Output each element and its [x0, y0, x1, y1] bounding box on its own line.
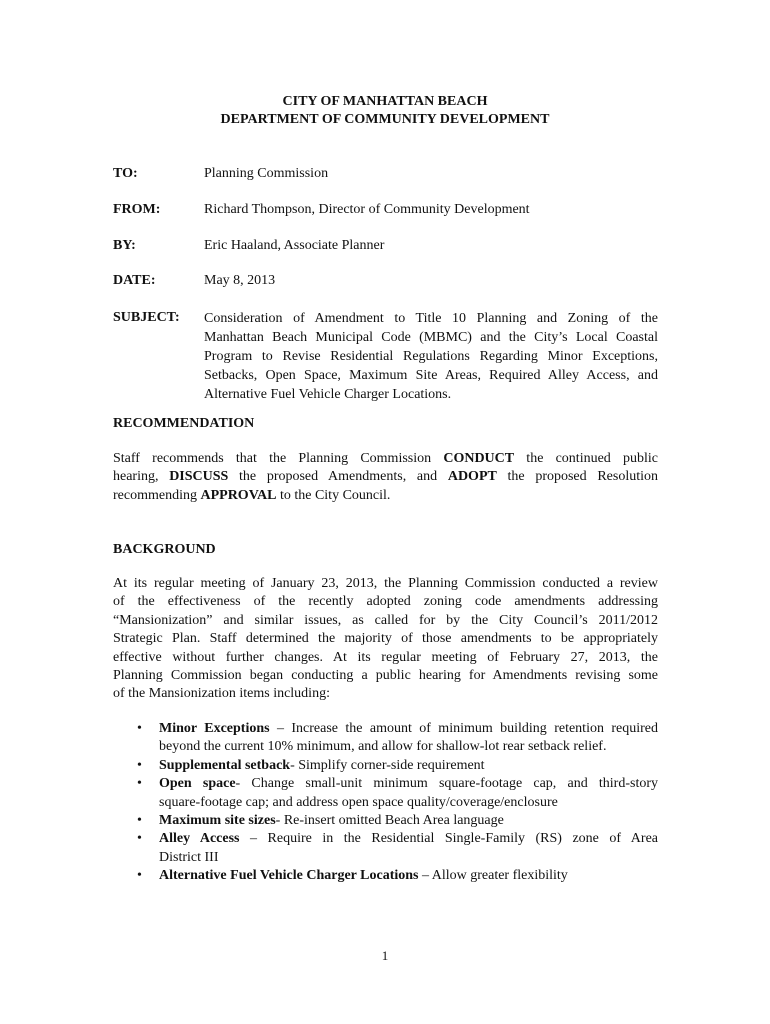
page-number: 1	[381, 948, 389, 963]
subject-label: SUBJECT:	[113, 310, 180, 325]
list-item-title: Supplemental setback	[159, 757, 291, 773]
text-run: Staff recommends that the Planning Commission	[113, 451, 444, 466]
bullet-icon: •	[137, 776, 142, 792]
text-run: the proposed Resolution	[496, 469, 659, 485]
text-run: hearing,	[113, 469, 170, 485]
background-line: of the effectiveness of the recently adopted zoning code amendments addressing	[113, 594, 658, 610]
background-paragraph	[113, 575, 658, 704]
department-title: DEPARTMENT OF COMMUNITY DEVELOPMENT	[220, 112, 550, 127]
text-run: - Simplify corner-side requirement	[290, 757, 485, 773]
list-item-title: Alley Access	[159, 831, 240, 847]
text-run: - Change small-unit minimum square-footage cap, and third-story	[235, 776, 659, 792]
list-item	[113, 812, 658, 830]
list-item-title: Alternative Fuel Vehicle Charger Locations	[159, 868, 419, 884]
background-line: At its regular meeting of January 23, 2013, the Planning Commission conducted a review	[113, 576, 658, 591]
recommendation-line	[113, 487, 658, 505]
bullet-icon: •	[137, 813, 142, 829]
background-line: “Mansionization” and similar issues, as called for by the City Council’s 2011/2012	[113, 612, 658, 628]
text-run: the proposed Amendments, and	[228, 469, 448, 485]
text-run: recommending	[113, 487, 201, 503]
bullet-icon: •	[137, 868, 142, 884]
background-heading: BACKGROUND	[113, 542, 216, 557]
list-item-line	[159, 812, 658, 830]
subject-line: Alternative Fuel Vehicle Charger Locations.	[204, 387, 452, 402]
text-run: – Require in the Residential Single-Family (RS) zone of Area	[239, 831, 659, 847]
bullet-icon: •	[137, 831, 142, 847]
emphasis-discuss: DISCUSS	[169, 469, 229, 485]
subject-line: Setbacks, Open Space, Maximum Site Areas, Required Alley Access, and	[204, 368, 658, 383]
emphasis-approval: APPROVAL	[200, 487, 277, 503]
list-item-line: beyond the current 10% minimum, and allow for shallow-lot rear setback relief.	[159, 739, 607, 755]
date-label: DATE:	[113, 273, 156, 288]
list-item-line: square-footage cap; and address open space quality/coverage/enclosure	[159, 794, 558, 810]
subject-line: Manhattan Beach Municipal Code (MBMC) and the City’s Local Coastal	[204, 330, 658, 345]
list-item	[113, 720, 658, 757]
text-run: the continued public	[514, 451, 658, 466]
emphasis-conduct: CONDUCT	[443, 451, 515, 466]
by-value: Eric Haaland, Associate Planner	[204, 238, 385, 253]
to-value: Planning Commission	[204, 166, 329, 181]
list-item	[113, 867, 658, 885]
bullet-icon: •	[137, 757, 142, 773]
amendment-list	[113, 720, 658, 886]
from-value: Richard Thompson, Director of Community Development	[204, 202, 530, 217]
text-run: to the City Council.	[276, 487, 391, 503]
list-item-line: District III	[159, 849, 219, 865]
recommendation-line	[113, 450, 658, 468]
background-line: Planning Commission began conducting a public hearing for Amendments revising some	[113, 668, 658, 684]
list-item-line	[159, 775, 658, 793]
date-value: May 8, 2013	[204, 273, 276, 288]
recommendation-heading: RECOMMENDATION	[113, 416, 255, 431]
city-title: CITY OF MANHATTAN BEACH	[282, 94, 488, 109]
list-item-title: Open space	[159, 776, 236, 792]
list-item-line	[159, 830, 658, 848]
list-item-line	[159, 867, 658, 885]
recommendation-paragraph	[113, 450, 658, 505]
bullet-icon: •	[137, 721, 142, 736]
subject-text	[204, 309, 658, 404]
recommendation-line	[113, 468, 658, 486]
text-run: – Allow greater flexibility	[418, 868, 568, 884]
list-item	[113, 830, 658, 867]
emphasis-adopt: ADOPT	[447, 469, 497, 485]
list-item-line	[159, 757, 658, 775]
list-item	[113, 775, 658, 812]
by-label: BY:	[113, 238, 136, 253]
background-line: of the Mansionization items including:	[113, 686, 330, 702]
to-label: TO:	[113, 166, 138, 181]
from-label: FROM:	[113, 202, 161, 217]
text-run: - Re-insert omitted Beach Area language	[275, 813, 504, 829]
text-run: – Increase the amount of minimum building retention required	[269, 721, 658, 736]
list-item-line	[159, 720, 658, 738]
subject-line: Program to Revise Residential Regulations Regarding Minor Exceptions,	[204, 349, 658, 364]
list-item	[113, 757, 658, 775]
background-line: Strategic Plan. Staff determined the majority of those amendments to be appropriately	[113, 631, 658, 647]
list-item-title: Maximum site sizes	[159, 813, 276, 829]
subject-line: Consideration of Amendment to Title 10 Planning and Zoning of the	[204, 311, 658, 326]
background-line: effective without further changes. At its regular meeting of February 27, 2013, the	[113, 649, 658, 665]
list-item-title: Minor Exceptions	[159, 721, 270, 736]
